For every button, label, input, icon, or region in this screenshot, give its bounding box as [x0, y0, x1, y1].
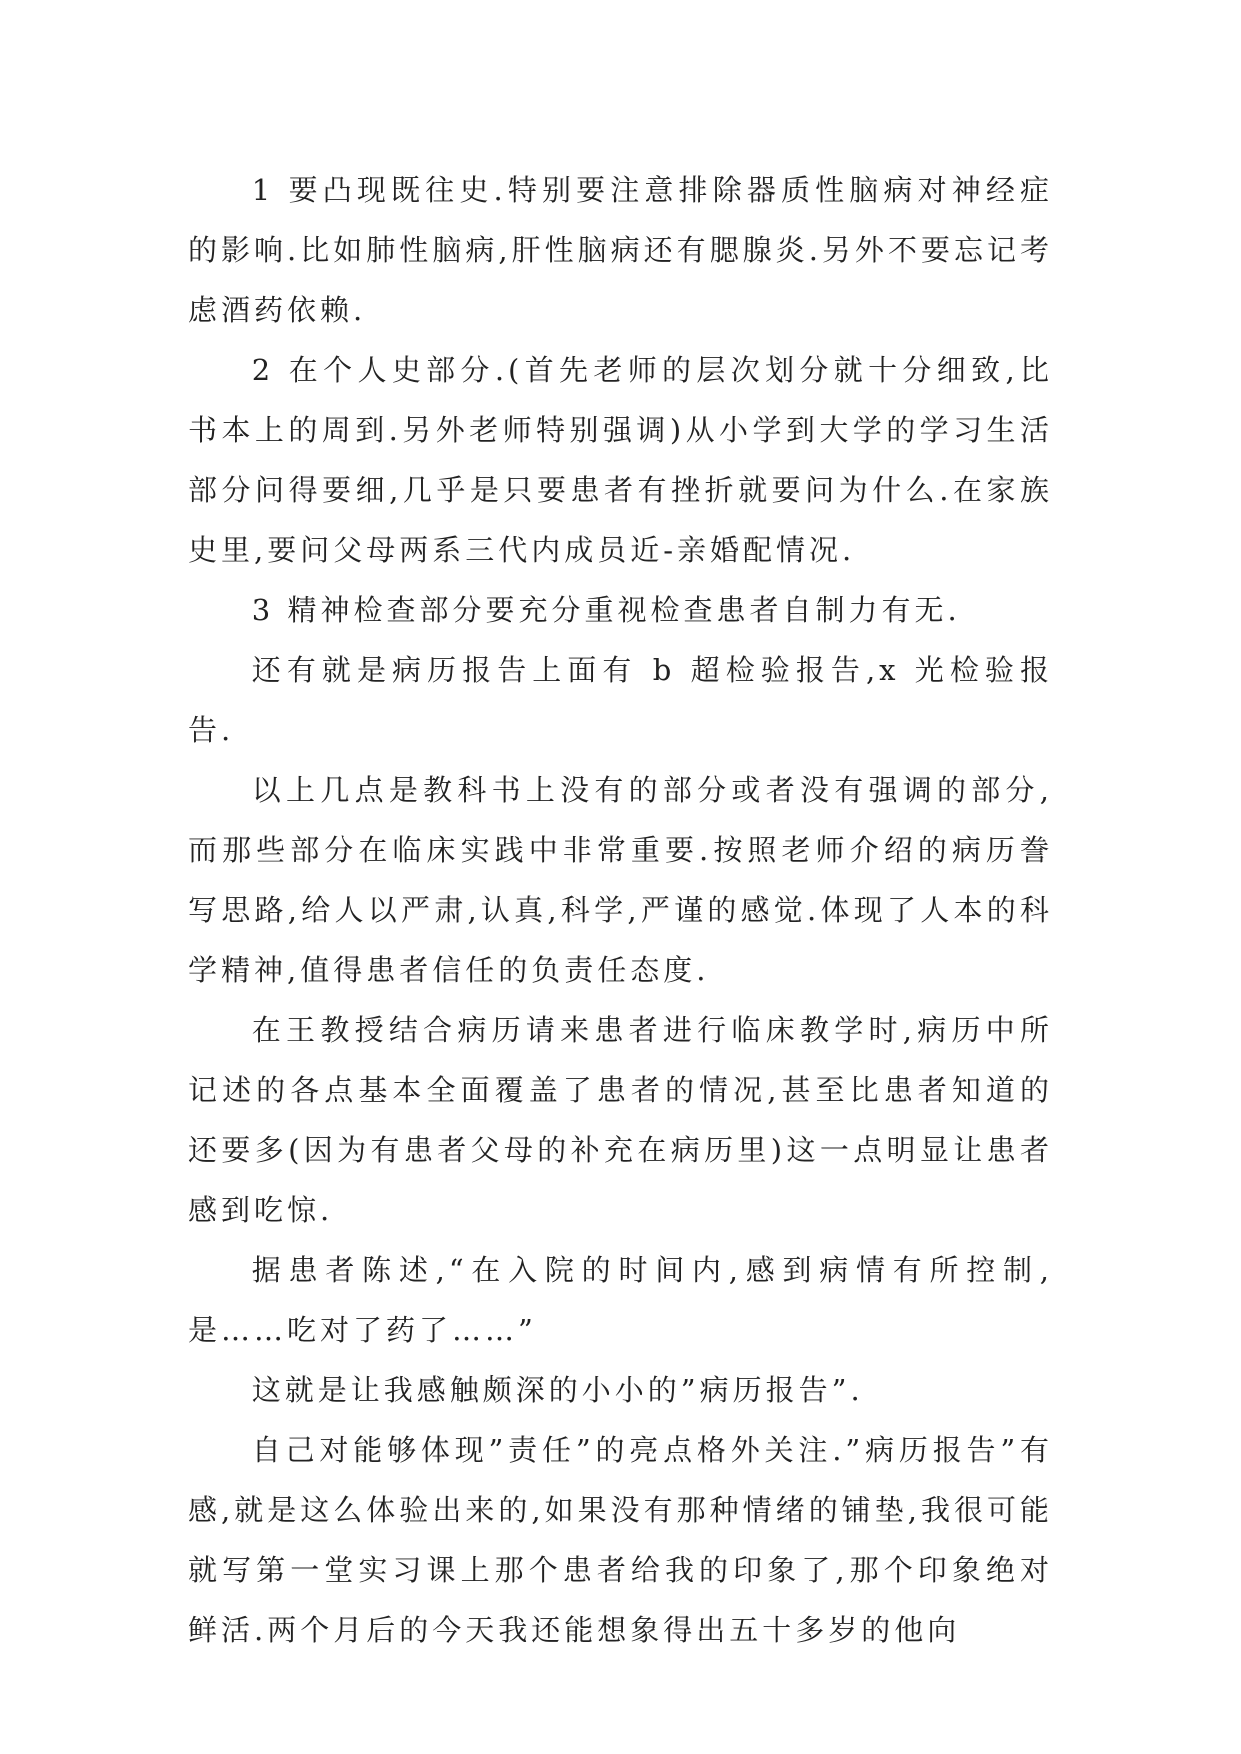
- document-body: [188, 160, 1053, 1660]
- paragraph-patient-quote: 据患者陈述,“在入院的时间内,感到病情有所控制,是……吃对了药了……”: [188, 1253, 1053, 1347]
- paragraph-responsibility: 自己对能够体现”责任”的亮点格外关注.”病历报告”有感,就是这么体验出来的,如果没有那种情绪的铺垫,我很可能就写第一堂实习课上那个患者给我的印象了,那个印象绝对鲜活.两个月后的今天我还能想象得出五十多岁的他向: [188, 1433, 1053, 1647]
- paragraph-mental-exam: 3 精神检查部分要充分重视检查患者自制力有无.: [251, 593, 961, 627]
- paragraph-lab-reports: 还有就是病历报告上面有 b 超检验报告,x 光检验报告.: [188, 653, 1053, 747]
- paragraph-past-history: 1 要凸现既往史.特别要注意排除器质性脑病对神经症的影响.比如肺性脑病,肝性脑病还有腮腺炎.另外不要忘记考虑酒药依赖.: [188, 173, 1053, 327]
- paragraph-reflection: 这就是让我感触颇深的小小的”病历报告”.: [251, 1373, 864, 1407]
- paragraph-personal-history: 2 在个人史部分.(首先老师的层次划分就十分细致,比书本上的周到.另外老师特别强调)从小学到大学的学习生活部分问得要细,几乎是只要患者有挫折就要问为什么.在家族史里,要问父母两系三代内成员近-亲婚配情况.: [188, 353, 1053, 567]
- paragraph-summary: 以上几点是教科书上没有的部分或者没有强调的部分,而那些部分在临床实践中非常重要.按照老师介绍的病历誊写思路,给人以严肃,认真,科学,严谨的感觉.体现了人本的科学精神,值得患者信任的负责任态度.: [188, 773, 1053, 987]
- paragraph-clinical-teaching: 在王教授结合病历请来患者进行临床教学时,病历中所记述的各点基本全面覆盖了患者的情况,甚至比患者知道的还要多(因为有患者父母的补充在病历里)这一点明显让患者感到吃惊.: [188, 1013, 1053, 1227]
